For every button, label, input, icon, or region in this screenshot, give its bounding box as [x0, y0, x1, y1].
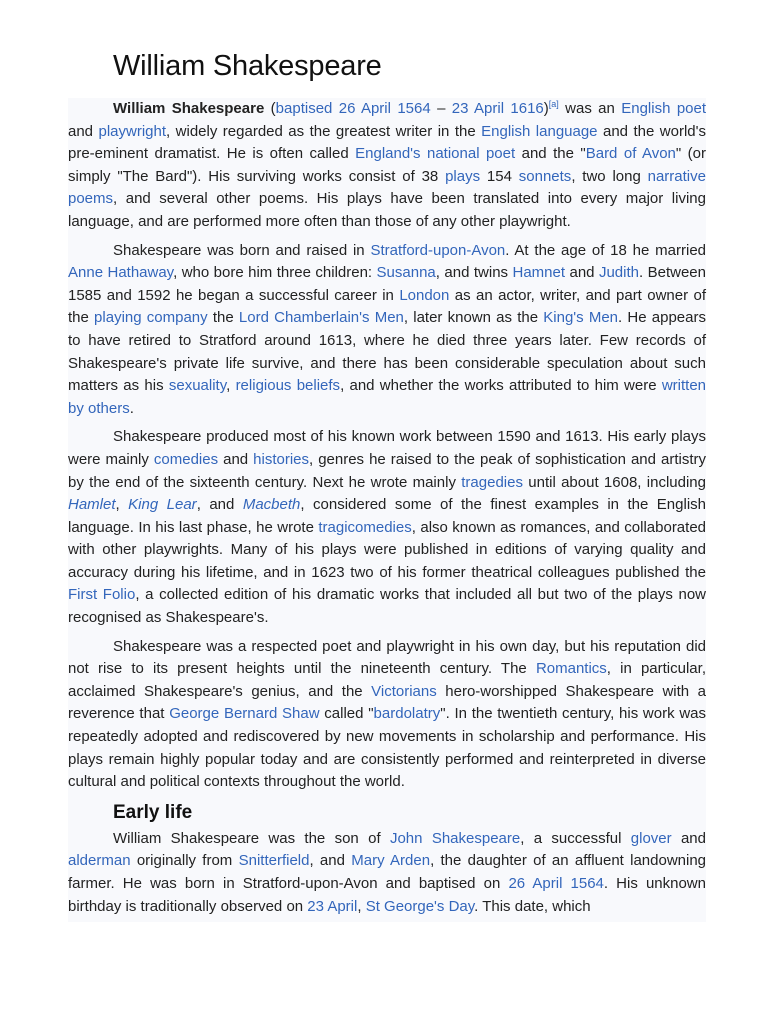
italic-title: King Lear	[128, 496, 197, 514]
text-span: , and	[196, 496, 243, 514]
text-span: , a successful	[520, 829, 631, 847]
text-span: , and whether the works attributed to him were	[340, 377, 662, 395]
link-kings-men[interactable]: King's Men	[543, 309, 619, 327]
text-span: and the world's pre-eminent dramatist. He is often called	[68, 122, 706, 163]
text-span: , genres he raised to the peak of sophistication and artistry by the end of the sixteenth century. Next he wrote mainly	[68, 450, 706, 491]
link-macbeth[interactable]	[243, 496, 301, 513]
text-span: and	[218, 450, 254, 468]
link-alderman[interactable]: alderman	[68, 852, 131, 870]
link-hamnet[interactable]: Hamnet	[512, 264, 566, 282]
text-span: , considered some of the finest examples in the English language. In his last phase, he wrote	[68, 496, 706, 536]
link-romantics[interactable]: Romantics	[535, 660, 607, 678]
text-span: the	[207, 309, 239, 327]
text-span: . His unknown birthday is traditionally observed on	[68, 875, 706, 915]
footnote-link[interactable]: [a]	[548, 99, 559, 109]
text-span: 154	[480, 167, 519, 185]
link-bardolatry[interactable]: bardolatry	[373, 705, 441, 723]
link-national-poet[interactable]: England's national poet	[355, 145, 516, 163]
text-span: and	[68, 122, 99, 140]
link-king-lear[interactable]	[128, 496, 197, 513]
text-span: was an	[558, 100, 622, 117]
text-span: )	[543, 100, 549, 117]
link-victorians[interactable]: Victorians	[371, 682, 437, 700]
link-snitterfield[interactable]: Snitterfield	[238, 852, 310, 870]
text-span: and the "	[515, 145, 586, 163]
text-span: as an actor, writer, and part owner of the	[68, 286, 707, 327]
paragraph-biography	[68, 240, 706, 421]
text-span: Shakespeare produced most of his known work between 1590 and 1613. His early plays were mainly	[68, 428, 706, 468]
text-span: , two long	[571, 167, 648, 185]
text-span: . He appears to have retired to Stratford around 1613, where he died three years later. Few records of Shakespeare's private life survive, and there has been considerable speculation about such matters as his	[68, 309, 706, 395]
article-body	[68, 98, 706, 922]
text-span: Shakespeare was a respected poet and playwright in his own day, but his reputation did not rise to its present heights until the nineteenth century. The	[68, 637, 706, 678]
text-span: (	[264, 100, 276, 117]
text-span: Shakespeare was born and raised in	[113, 241, 371, 259]
section-heading-early-life: Early life	[113, 801, 193, 823]
link-english-language[interactable]: English language	[481, 122, 598, 140]
link-george-bernard-shaw[interactable]: George Bernard Shaw	[169, 705, 320, 723]
link-sonnets[interactable]: sonnets	[518, 167, 572, 185]
link-23-april[interactable]: 23 April	[307, 897, 358, 915]
text-span: , and several other poems. His plays have been translated into every major living language, and are performed more often than those of any other playwright.	[68, 190, 706, 230]
link-stratford[interactable]: Stratford-upon-Avon	[370, 241, 506, 259]
link-plays[interactable]: plays	[445, 167, 481, 185]
link-narrative-poems[interactable]: narrative poems	[68, 167, 706, 208]
link-susanna[interactable]: Susanna	[376, 264, 436, 282]
link-written-by-others[interactable]: written by others	[68, 377, 707, 417]
link-judith[interactable]: Judith	[598, 264, 639, 282]
text-span: . This date, which	[474, 897, 591, 915]
text-span: William Shakespeare was the son of	[113, 829, 390, 847]
link-john-shakespeare[interactable]: John Shakespeare	[389, 829, 521, 847]
text-span: hero-worshipped Shakespeare with a reverence that	[68, 682, 706, 723]
text-span: , a collected edition of his dramatic works that included all but two of the plays now recognised as Shakespeare's.	[68, 586, 706, 627]
paragraph-early-life	[68, 828, 706, 918]
link-first-folio[interactable]: First Folio	[68, 586, 136, 604]
link-glover[interactable]: glover	[630, 829, 672, 847]
text-span: , also known as romances, and collaborated with other playwrights. Many of his plays were published in editions of varying quality and accuracy during his lifetime, and in 1623 two of his former theatrical colleagues published the	[68, 518, 707, 581]
text-span: until about 1608, including	[522, 473, 706, 491]
text-span: ,	[357, 897, 366, 915]
text-span: , widely regarded as the greatest writer in the	[166, 122, 482, 140]
text-span: . At the age of 18 he married	[505, 241, 707, 259]
page-title: William Shakespeare	[113, 50, 382, 82]
link-baptised[interactable]: baptised 26 April 1564	[275, 100, 431, 117]
link-tragedies[interactable]: tragedies	[461, 473, 523, 491]
paragraph-works	[68, 426, 706, 629]
link-sexuality[interactable]: sexuality	[168, 377, 227, 395]
link-birth-date[interactable]: 26 April 1564	[508, 875, 604, 892]
text-span: , and	[309, 852, 352, 870]
text-span: –	[430, 100, 452, 117]
text-span: and	[565, 264, 599, 282]
text-span: ,	[226, 377, 236, 395]
link-playwright[interactable]: playwright	[98, 122, 167, 140]
text-span: called "	[319, 705, 374, 723]
italic-title: Macbeth	[242, 496, 301, 514]
text-span: ". In the twentieth century, his work was repeatedly adopted and rediscovered by new movements in scholarship and performance. His plays remain highly popular today and are consistently performed and reinterpreted in diverse cultural and political contexts throughout the world.	[68, 705, 706, 791]
link-st-georges-day[interactable]: St George's Day	[365, 897, 475, 915]
text-span: " (or simply "The Bard"). His surviving works consist of 38	[68, 145, 706, 185]
text-span: .	[129, 399, 134, 417]
text-span: and	[671, 829, 706, 847]
link-comedies[interactable]: comedies	[153, 450, 219, 468]
italic-title: Hamlet	[68, 496, 116, 514]
text-span: originally from	[130, 852, 239, 870]
link-lord-chamberlains-men[interactable]: Lord Chamberlain's Men	[238, 309, 404, 327]
link-histories[interactable]: histories	[253, 450, 310, 468]
text-span: , in particular, acclaimed Shakespeare's genius, and the	[68, 660, 706, 700]
link-tragicomedies[interactable]: tragicomedies	[318, 518, 412, 536]
paragraph-reputation	[68, 636, 706, 794]
text-span: , the daughter of an affluent landowning farmer. He was born in Stratford-upon-Avon and baptised on	[68, 852, 707, 892]
text-span: ,	[115, 496, 129, 514]
text-span: . Between 1585 and 1592 he began a successful career in	[68, 264, 706, 304]
subject-name: William Shakespeare	[113, 100, 265, 117]
link-religious-beliefs[interactable]: religious beliefs	[235, 377, 341, 395]
link-death-date[interactable]: 23 April 1616	[451, 100, 544, 117]
link-anne-hathaway[interactable]: Anne Hathaway	[68, 264, 174, 282]
text-span: , and twins	[435, 264, 513, 282]
link-playing-company[interactable]: playing company	[94, 309, 208, 327]
link-poet[interactable]: poet	[676, 100, 707, 117]
text-span: , later known as the	[403, 309, 544, 327]
link-bard-of-avon[interactable]: Bard of Avon	[585, 145, 676, 163]
link-london[interactable]: London	[399, 286, 450, 304]
link-hamlet[interactable]	[68, 496, 116, 513]
text-span: , who bore him three children:	[173, 264, 377, 282]
link-english[interactable]: English	[621, 100, 671, 117]
paragraph-intro	[68, 98, 706, 234]
link-mary-arden[interactable]: Mary Arden	[351, 852, 431, 870]
